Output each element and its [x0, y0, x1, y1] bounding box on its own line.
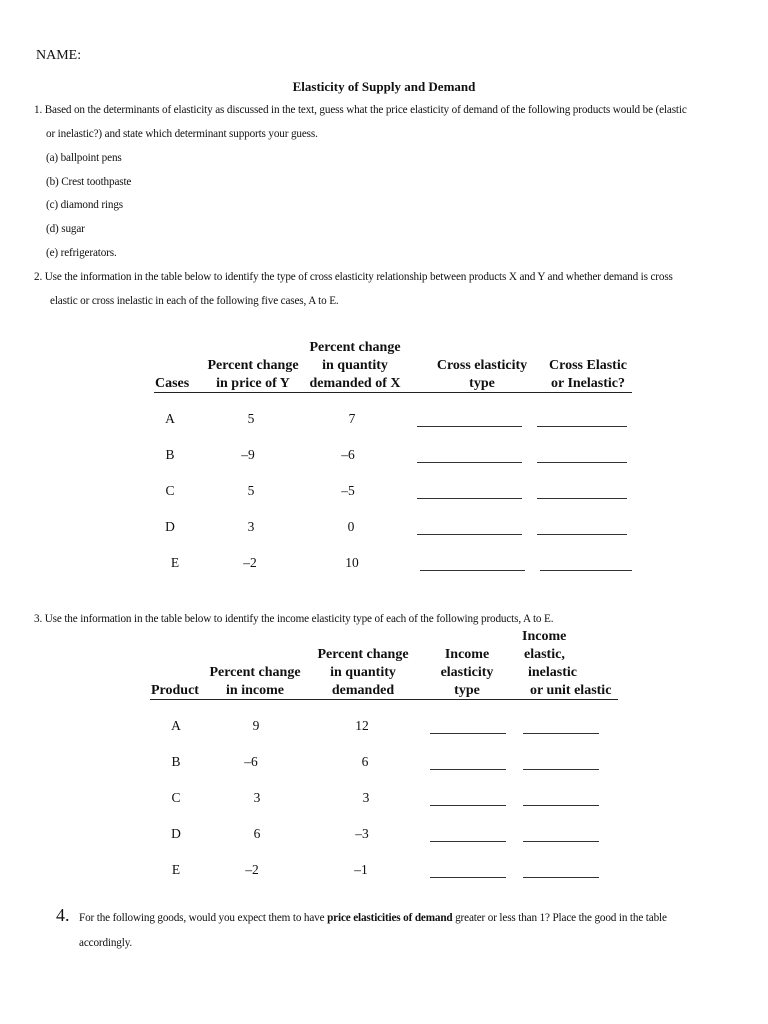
- q2-answer-type-c[interactable]: [417, 498, 522, 499]
- q3-answer-type-d[interactable]: [430, 841, 506, 842]
- q2-header-rule: [154, 392, 632, 393]
- q2-header-cross-elastic: Cross Elastic or Inelastic?: [549, 358, 627, 391]
- q2-answer-type-d[interactable]: [417, 534, 522, 535]
- q3-answer-elastic-a[interactable]: [523, 733, 599, 734]
- q2-cell-case-d: D: [165, 519, 175, 534]
- q3-answer-type-c[interactable]: [430, 805, 506, 806]
- q3-header-rule: [150, 699, 618, 700]
- q1-line-2: or inelastic?) and state which determinant supports your guess.: [46, 128, 318, 140]
- q2-header-cross-type: Cross elasticity type: [436, 358, 528, 391]
- q3-cell-product-e: E: [171, 862, 181, 877]
- q3-cell-income-e: –2: [245, 862, 259, 877]
- q3-cell-qty-a: 12: [355, 718, 369, 733]
- q3-header-qty: Percent change in quantity demanded: [317, 647, 409, 698]
- q2-answer-elastic-b[interactable]: [537, 462, 627, 463]
- q2-answer-elastic-c[interactable]: [537, 498, 627, 499]
- q2-cell-price-d: 3: [247, 519, 255, 534]
- q2-answer-type-a[interactable]: [417, 426, 522, 427]
- q3-cell-income-a: 9: [252, 718, 260, 733]
- q2-cell-qty-d: 0: [347, 519, 355, 534]
- q3-cell-product-a: A: [171, 718, 181, 733]
- q1-item-c: (c) diamond rings: [46, 199, 123, 211]
- q3-header-product: Product: [151, 683, 199, 698]
- q2-cell-qty-a: 7: [348, 411, 356, 426]
- q3-answer-elastic-c[interactable]: [523, 805, 599, 806]
- q3-line-1: 3. Use the information in the table below to identify the income elasticity type of each of the following products, A to E.: [34, 613, 554, 625]
- q3-answer-type-a[interactable]: [430, 733, 506, 734]
- q1-item-a: (a) ballpoint pens: [46, 152, 122, 164]
- q2-answer-type-b[interactable]: [417, 462, 522, 463]
- q2-line-2: elastic or cross inelastic in each of the following five cases, A to E.: [50, 295, 339, 307]
- q2-cell-qty-e: 10: [345, 555, 359, 570]
- q4-line-2: accordingly.: [79, 937, 133, 949]
- q3-cell-income-b: –6: [244, 754, 258, 769]
- q3-answer-type-b[interactable]: [430, 769, 506, 770]
- q2-header-price-y: Percent change in price of Y: [207, 358, 299, 391]
- q2-answer-elastic-e[interactable]: [540, 570, 632, 571]
- q1-line-1: 1. Based on the determinants of elasticity as discussed in the text, guess what the price elasticity of demand of the following products would be (elastic: [34, 104, 687, 116]
- q2-cell-case-c: C: [165, 483, 175, 498]
- q3-header-income-type: Income elasticity type: [440, 647, 494, 698]
- q2-answer-type-e[interactable]: [420, 570, 525, 571]
- q4-number: 4.: [56, 905, 70, 925]
- q1-item-b: (b) Crest toothpaste: [46, 176, 132, 188]
- q3-answer-type-e[interactable]: [430, 877, 506, 878]
- q3-header-income-elastic: Income elastic, inelastic or unit elastic: [522, 629, 612, 698]
- q2-cell-price-b: –9: [241, 447, 255, 462]
- q2-cell-case-e: E: [170, 555, 180, 570]
- q2-answer-elastic-d[interactable]: [537, 534, 627, 535]
- q2-cell-case-a: A: [165, 411, 175, 426]
- q2-header-qty-x: Percent change in quantity demanded of X: [309, 340, 401, 391]
- q2-cell-price-a: 5: [247, 411, 255, 426]
- q3-cell-income-d: 6: [253, 826, 261, 841]
- q3-cell-qty-e: –1: [354, 862, 368, 877]
- q3-answer-elastic-e[interactable]: [523, 877, 599, 878]
- q2-cell-price-e: –2: [243, 555, 257, 570]
- q3-answer-elastic-d[interactable]: [523, 841, 599, 842]
- q3-cell-product-d: D: [171, 826, 181, 841]
- q2-cell-price-c: 5: [247, 483, 255, 498]
- q3-cell-qty-d: –3: [355, 826, 369, 841]
- q2-cell-qty-b: –6: [341, 447, 355, 462]
- q3-cell-product-c: C: [171, 790, 181, 805]
- q1-item-d: (d) sugar: [46, 223, 85, 235]
- q2-header-cases: Cases: [155, 376, 190, 391]
- name-label: NAME:: [36, 48, 82, 63]
- q2-answer-elastic-a[interactable]: [537, 426, 627, 427]
- q2-cell-qty-c: –5: [341, 483, 355, 498]
- q1-item-e: (e) refrigerators.: [46, 247, 117, 259]
- q4-line-1: For the following goods, would you expect them to have price elasticities of demand greater or less than 1? Place the good in the table: [79, 912, 667, 924]
- q3-cell-income-c: 3: [253, 790, 261, 805]
- q3-header-income: Percent change in income: [209, 665, 301, 698]
- q3-cell-qty-b: 6: [361, 754, 369, 769]
- q2-line-1: 2. Use the information in the table below to identify the type of cross elasticity relationship between products X and Y and whether demand is cross: [34, 271, 673, 283]
- q3-answer-elastic-b[interactable]: [523, 769, 599, 770]
- q2-cell-case-b: B: [165, 447, 175, 462]
- q3-cell-qty-c: 3: [362, 790, 370, 805]
- q3-cell-product-b: B: [171, 754, 181, 769]
- page-title: Elasticity of Supply and Demand: [292, 79, 476, 94]
